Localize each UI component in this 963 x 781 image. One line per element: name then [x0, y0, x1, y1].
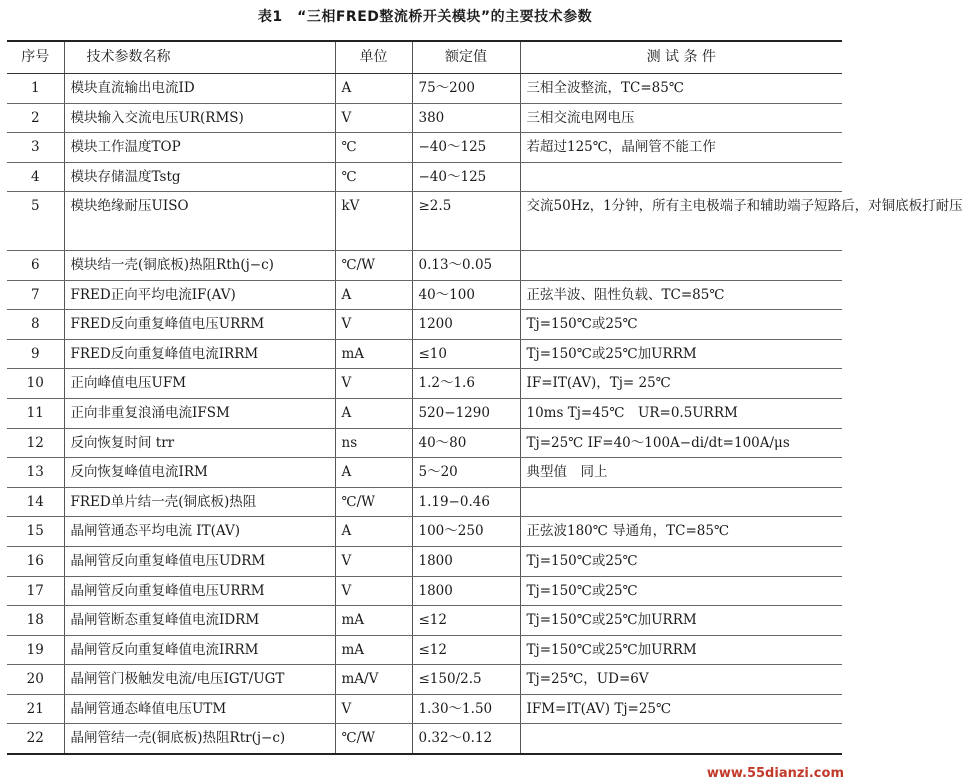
cell-unit: ℃/W — [335, 250, 412, 280]
cell-no: 12 — [7, 428, 64, 458]
cell-unit: mA — [335, 635, 412, 665]
cell-unit: V — [335, 546, 412, 576]
cell-cond: 典型值 同上 — [520, 458, 842, 488]
cell-cond: 10ms Tj=45℃ UR=0.5URRM — [520, 398, 842, 428]
table-row — [7, 694, 842, 724]
cell-rated: 1800 — [412, 576, 520, 606]
cell-no: 4 — [7, 162, 64, 192]
cell-cond — [520, 724, 842, 754]
table-row — [7, 517, 842, 547]
cell-no: 8 — [7, 310, 64, 340]
cell-name: FRED反向重复峰值电压URRM — [64, 310, 335, 340]
table-row — [7, 369, 842, 399]
cell-no: 19 — [7, 635, 64, 665]
cell-cond: 正弦波180℃ 导通角，TC=85℃ — [520, 517, 842, 547]
cell-rated: 1800 — [412, 546, 520, 576]
cell-name: 晶闸管断态重复峰值电流IDRM — [64, 606, 335, 636]
table-row — [7, 162, 842, 192]
table-row — [7, 487, 842, 517]
cell-name: 模块工作温度TOP — [64, 133, 335, 163]
cell-name: 晶闸管反向重复峰值电流IRRM — [64, 635, 335, 665]
cell-rated: ≤150/2.5 — [412, 665, 520, 695]
cell-rated: 520−1290 — [412, 398, 520, 428]
cell-no: 20 — [7, 665, 64, 695]
cell-no: 22 — [7, 724, 64, 754]
cell-name: FRED反向重复峰值电流IRRM — [64, 339, 335, 369]
cell-cond: Tj=150℃或25℃加URRM — [520, 339, 842, 369]
cell-rated: ≤12 — [412, 606, 520, 636]
cell-no: 15 — [7, 517, 64, 547]
cell-rated: ≤10 — [412, 339, 520, 369]
cell-cond — [520, 487, 842, 517]
table-row — [7, 458, 842, 488]
cell-rated: 0.13～0.05 — [412, 250, 520, 280]
cell-rated: ≥2.5 — [412, 192, 520, 251]
cell-unit: ns — [335, 428, 412, 458]
cell-cond: Tj=150℃或25℃ — [520, 576, 842, 606]
cell-rated: 5～20 — [412, 458, 520, 488]
cell-unit: kV — [335, 192, 412, 251]
table-row — [7, 635, 842, 665]
cell-cond — [520, 162, 842, 192]
cell-name: FRED正向平均电流IF(AV) — [64, 280, 335, 310]
cell-cond: 三相全波整流，TC=85℃ — [520, 74, 842, 104]
table-row — [7, 133, 842, 163]
cell-name: 晶闸管通态峰值电压UTM — [64, 694, 335, 724]
cell-rated: 1.19−0.46 — [412, 487, 520, 517]
cell-no: 6 — [7, 250, 64, 280]
cell-unit: A — [335, 74, 412, 104]
table-row — [7, 724, 842, 754]
table-row — [7, 606, 842, 636]
cell-cond: IFM=IT(AV) Tj=25℃ — [520, 694, 842, 724]
header-cond: 测 试 条 件 — [520, 41, 842, 74]
cell-name: 晶闸管结一壳(铜底板)热阻Rtr(j−c) — [64, 724, 335, 754]
cell-name: 晶闸管反向重复峰值电压URRM — [64, 576, 335, 606]
cell-name: 晶闸管门极触发电流/电压IGT/UGT — [64, 665, 335, 695]
watermark: www.55dianzi.com — [706, 766, 844, 781]
header-unit: 单位 — [335, 41, 412, 74]
cell-unit: mA — [335, 606, 412, 636]
table-row — [7, 74, 842, 104]
cell-cond: 三相交流电网电压 — [520, 103, 842, 133]
cell-cond: 若超过125℃，晶闸管不能工作 — [520, 133, 842, 163]
table-row — [7, 250, 842, 280]
cell-name: 模块直流输出电流ID — [64, 74, 335, 104]
cell-name: 模块绝缘耐压UISO — [64, 192, 335, 251]
cell-cond — [520, 250, 842, 280]
cell-rated: 1200 — [412, 310, 520, 340]
cell-unit: V — [335, 103, 412, 133]
cell-rated: 40～100 — [412, 280, 520, 310]
cell-no: 2 — [7, 103, 64, 133]
cell-no: 11 — [7, 398, 64, 428]
table-row — [7, 546, 842, 576]
cell-cond: IF=IT(AV)，Tj= 25℃ — [520, 369, 842, 399]
cell-unit: ℃ — [335, 162, 412, 192]
cell-rated: 100～250 — [412, 517, 520, 547]
parameter-table — [7, 40, 963, 755]
table-row — [7, 310, 842, 340]
cell-name: 晶闸管反向重复峰值电压UDRM — [64, 546, 335, 576]
table-row — [7, 665, 842, 695]
cell-name: 正向非重复浪涌电流IFSM — [64, 398, 335, 428]
cell-unit: mA — [335, 339, 412, 369]
cell-rated: 0.32～0.12 — [412, 724, 520, 754]
cell-name: 正向峰值电压UFM — [64, 369, 335, 399]
header-name: 技术参数名称 — [64, 41, 335, 74]
cell-unit: ℃/W — [335, 724, 412, 754]
cell-name: 晶闸管通态平均电流 IT(AV) — [64, 517, 335, 547]
cell-cond: Tj=25℃，UD=6V — [520, 665, 842, 695]
cell-no: 7 — [7, 280, 64, 310]
cell-name: 模块输入交流电压UR(RMS) — [64, 103, 335, 133]
cell-unit: V — [335, 310, 412, 340]
cell-no: 9 — [7, 339, 64, 369]
table-caption: 表1 “三相FRED整流桥开关模块”的主要技术参数 — [257, 9, 593, 25]
cell-no: 17 — [7, 576, 64, 606]
cell-no: 18 — [7, 606, 64, 636]
table-row — [7, 192, 842, 251]
header-rated: 额定值 — [412, 41, 520, 74]
cell-name: FRED单片结一壳(铜底板)热阻 — [64, 487, 335, 517]
cell-no: 13 — [7, 458, 64, 488]
cell-no: 5 — [7, 192, 64, 251]
cell-unit: mA/V — [335, 665, 412, 695]
cell-cond: 正弦半波、阻性负载、TC=85℃ — [520, 280, 842, 310]
cell-unit: A — [335, 398, 412, 428]
cell-unit: A — [335, 517, 412, 547]
cell-unit: V — [335, 694, 412, 724]
cell-rated: −40～125 — [412, 133, 520, 163]
cell-rated: −40～125 — [412, 162, 520, 192]
cell-no: 21 — [7, 694, 64, 724]
cell-rated: 380 — [412, 103, 520, 133]
cell-rated: 1.30～1.50 — [412, 694, 520, 724]
table-row — [7, 398, 842, 428]
table-row — [7, 428, 842, 458]
cell-cond: Tj=25℃ IF=40～100A−di/dt=100A/μs — [520, 428, 842, 458]
cell-name: 反向恢复峰值电流IRM — [64, 458, 335, 488]
cell-rated: 40～80 — [412, 428, 520, 458]
cell-no: 1 — [7, 74, 64, 104]
header-row — [7, 41, 842, 74]
cell-cond: Tj=150℃或25℃加URRM — [520, 606, 842, 636]
cell-no: 14 — [7, 487, 64, 517]
cell-unit: ℃/W — [335, 487, 412, 517]
table-row — [7, 103, 842, 133]
cell-name: 反向恢复时间 trr — [64, 428, 335, 458]
cell-unit: V — [335, 576, 412, 606]
cell-rated: ≤12 — [412, 635, 520, 665]
cell-name: 模块存储温度Tstg — [64, 162, 335, 192]
cell-unit: A — [335, 458, 412, 488]
cell-unit: A — [335, 280, 412, 310]
table-row — [7, 576, 842, 606]
cell-cond: 交流50Hz，1分钟，所有主电极端子和辅助端子短路后，对铜底板打耐压 — [520, 192, 842, 251]
cell-cond: Tj=150℃或25℃ — [520, 546, 842, 576]
cell-unit: ℃ — [335, 133, 412, 163]
cell-cond: Tj=150℃或25℃ — [520, 310, 842, 340]
cell-no: 3 — [7, 133, 64, 163]
cell-rated: 1.2～1.6 — [412, 369, 520, 399]
table-row — [7, 280, 842, 310]
cell-no: 10 — [7, 369, 64, 399]
cell-no: 16 — [7, 546, 64, 576]
cell-name: 模块结一壳(铜底板)热阻Rth(j−c) — [64, 250, 335, 280]
cell-rated: 75～200 — [412, 74, 520, 104]
table-row — [7, 339, 842, 369]
cell-cond: Tj=150℃或25℃加URRM — [520, 635, 842, 665]
header-no: 序号 — [7, 41, 64, 74]
cell-unit: V — [335, 369, 412, 399]
